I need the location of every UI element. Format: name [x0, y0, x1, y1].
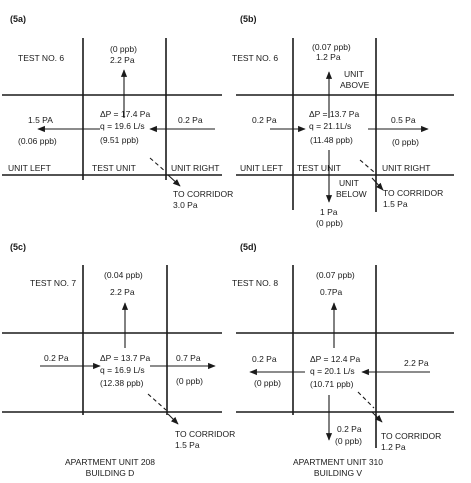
test-number: TEST NO. 8 [232, 278, 279, 288]
caption-building: BUILDING V [313, 468, 363, 478]
down-pressure: 0.2 Pa [337, 424, 362, 434]
test-unit-label: TEST UNIT [92, 163, 136, 173]
right-pressure: 2.2 Pa [404, 358, 429, 368]
arrow-corridor [372, 178, 383, 190]
unit-left-label: UNIT LEFT [8, 163, 51, 173]
flow-rate: q = 19.6 L/s [100, 121, 145, 131]
unit-right-label: UNIT RIGHT [171, 163, 220, 173]
panel-5d [232, 242, 454, 478]
up-concentration: (0.07 ppb) [316, 270, 355, 280]
panel-label: (5b) [240, 14, 257, 24]
corridor-path [148, 394, 166, 410]
up-concentration: (0 ppb) [110, 44, 137, 54]
corridor-path [150, 158, 166, 172]
right-pressure: 0.7 Pa [176, 353, 201, 363]
corridor-path [360, 160, 374, 172]
flow-rate: q = 16.9 L/s [100, 365, 145, 375]
corridor-label: TO CORRIDOR [173, 189, 234, 199]
flow-rate: q = 20.1 L/s [310, 366, 355, 376]
unit-above-label: UNIT [344, 69, 364, 79]
panel-5a [2, 14, 233, 210]
pressure-difference: ΔP = 12.4 Pa [310, 354, 361, 364]
left-pressure: 1.5 PA [28, 115, 53, 125]
pressure-difference: ΔP = 13.7 Pa [100, 353, 151, 363]
corridor-pressure: 1.5 Pa [175, 440, 200, 450]
down-concentration: (0 ppb) [316, 218, 343, 228]
panel-label: (5c) [10, 242, 27, 252]
pressure-difference: ΔP = 13.7 Pa [309, 109, 360, 119]
caption-unit: APARTMENT UNIT 208 [64, 457, 156, 467]
panel-5c [2, 242, 235, 478]
pressure-difference: ΔP = 17.4 Pa [100, 109, 151, 119]
corridor-pressure: 1.5 Pa [383, 199, 408, 209]
center-concentration: (10.71 ppb) [310, 379, 354, 389]
unit-above-label: ABOVE [340, 80, 370, 90]
unit-below-label: BELOW [336, 189, 367, 199]
test-number: TEST NO. 6 [232, 53, 279, 63]
caption-building: BUILDING D [85, 468, 135, 478]
center-concentration: (12.38 ppb) [100, 378, 144, 388]
up-concentration: (0.04 ppb) [104, 270, 143, 280]
left-pressure: 0.2 Pa [252, 354, 277, 364]
test-number: TEST NO. 6 [18, 53, 65, 63]
up-pressure: 2.2 Pa [110, 287, 135, 297]
panel-label: (5a) [10, 14, 27, 24]
center-concentration: (9.51 ppb) [100, 135, 139, 145]
corridor-label: TO CORRIDOR [383, 188, 444, 198]
corridor-pressure: 1.2 Pa [381, 442, 406, 452]
right-pressure: 0.2 Pa [178, 115, 203, 125]
panel-label: (5d) [240, 242, 257, 252]
unit-left-label: UNIT LEFT [240, 163, 283, 173]
left-pressure: 0.2 Pa [252, 115, 277, 125]
up-pressure: 1.2 Pa [316, 52, 341, 62]
flow-rate: q = 21.1L/s [309, 121, 352, 131]
arrow-corridor [168, 175, 180, 186]
down-pressure: 1 Pa [320, 207, 338, 217]
left-pressure: 0.2 Pa [44, 353, 69, 363]
panel-5b [232, 14, 454, 228]
test-unit-label: TEST UNIT [297, 163, 341, 173]
corridor-path [358, 392, 374, 408]
up-concentration: (0.07 ppb) [312, 42, 351, 52]
corridor-pressure: 3.0 Pa [173, 200, 198, 210]
right-pressure: 0.5 Pa [391, 115, 416, 125]
corridor-label: TO CORRIDOR [175, 429, 236, 439]
test-number: TEST NO. 7 [30, 278, 77, 288]
right-concentration: (0 ppb) [392, 137, 419, 147]
arrow-corridor [372, 412, 382, 422]
up-pressure: 0.7Pa [320, 287, 343, 297]
corridor-label: TO CORRIDOR [381, 431, 442, 441]
center-concentration: (11.48 ppb) [310, 135, 353, 145]
caption-unit: APARTMENT UNIT 310 [292, 457, 384, 467]
down-concentration: (0 ppb) [335, 436, 362, 446]
up-pressure: 2.2 Pa [110, 55, 135, 65]
right-concentration: (0 ppb) [176, 376, 203, 386]
left-concentration: (0.06 ppb) [18, 136, 57, 146]
unit-right-label: UNIT RIGHT [382, 163, 431, 173]
arrow-corridor [168, 414, 178, 424]
left-concentration: (0 ppb) [254, 378, 281, 388]
unit-below-label: UNIT [339, 178, 359, 188]
